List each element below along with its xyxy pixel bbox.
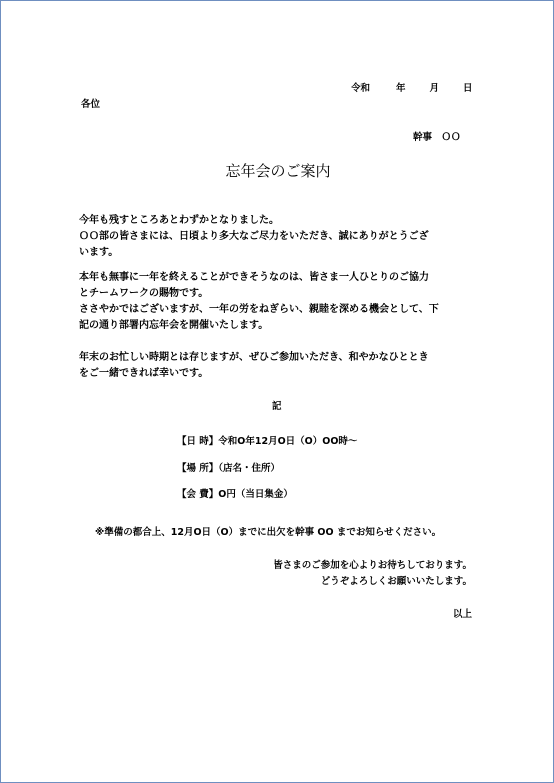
date-era: 令和 bbox=[351, 83, 371, 94]
detail-fee: 【会 費】O円（当日集金） bbox=[177, 489, 293, 500]
paragraph-line: をご一緒できれば幸いです。 bbox=[79, 368, 209, 379]
paragraph-line: 今年も残すところあとわずかとなりました。 bbox=[79, 215, 279, 226]
detail-place: 【場 所】（店名・住所） bbox=[177, 463, 281, 474]
notice: ※準備の都合上、12月O日（O）までに出欠を幹事 OO までお知らせください。 bbox=[95, 527, 442, 538]
closing-end: 以上 bbox=[452, 609, 472, 620]
paragraph-2 bbox=[79, 270, 479, 334]
paragraph-1 bbox=[79, 213, 479, 261]
paragraph-line: 記の通り部署内忘年会を開催いたします。 bbox=[79, 320, 269, 331]
closing-line-1: 皆さまのご参加を心よりお待ちしております。 bbox=[273, 560, 472, 571]
recipient: 各位 bbox=[81, 99, 101, 110]
date-day: 日 bbox=[463, 83, 473, 94]
paragraph-3 bbox=[79, 350, 479, 382]
date-month: 月 bbox=[429, 83, 440, 94]
document-title: 忘年会のご案内 bbox=[225, 162, 331, 180]
paragraph-line: とチームワークの賜物です。 bbox=[79, 288, 209, 299]
date-line bbox=[351, 81, 473, 97]
paragraph-line: ＯＯ部の皆さまには、日頃より多大なご尽力をいただき、誠にありがとうござ bbox=[79, 231, 429, 242]
paragraph-line: います。 bbox=[79, 247, 119, 258]
paragraph-line: 本年も無事に一年を終えることができそうなのは、皆さま一人ひとりのご協力 bbox=[79, 272, 429, 283]
date-year: 年 bbox=[396, 83, 406, 94]
sender: 幹事 ＯＯ bbox=[413, 132, 461, 143]
paragraph-line: 年末のお忙しい時期とは存じますが、ぜひご参加いただき、和やかなひととき bbox=[79, 352, 429, 363]
detail-date: 【日 時】令和O年12月O日（O）OO時～ bbox=[177, 436, 358, 447]
paragraph-line: ささやかではございますが、一年の労をねぎらい、親睦を深める機会として、下 bbox=[79, 304, 439, 315]
ki-heading: 記 bbox=[272, 401, 282, 412]
closing-line-2: どうぞよろしくお願いいたします。 bbox=[320, 576, 472, 587]
